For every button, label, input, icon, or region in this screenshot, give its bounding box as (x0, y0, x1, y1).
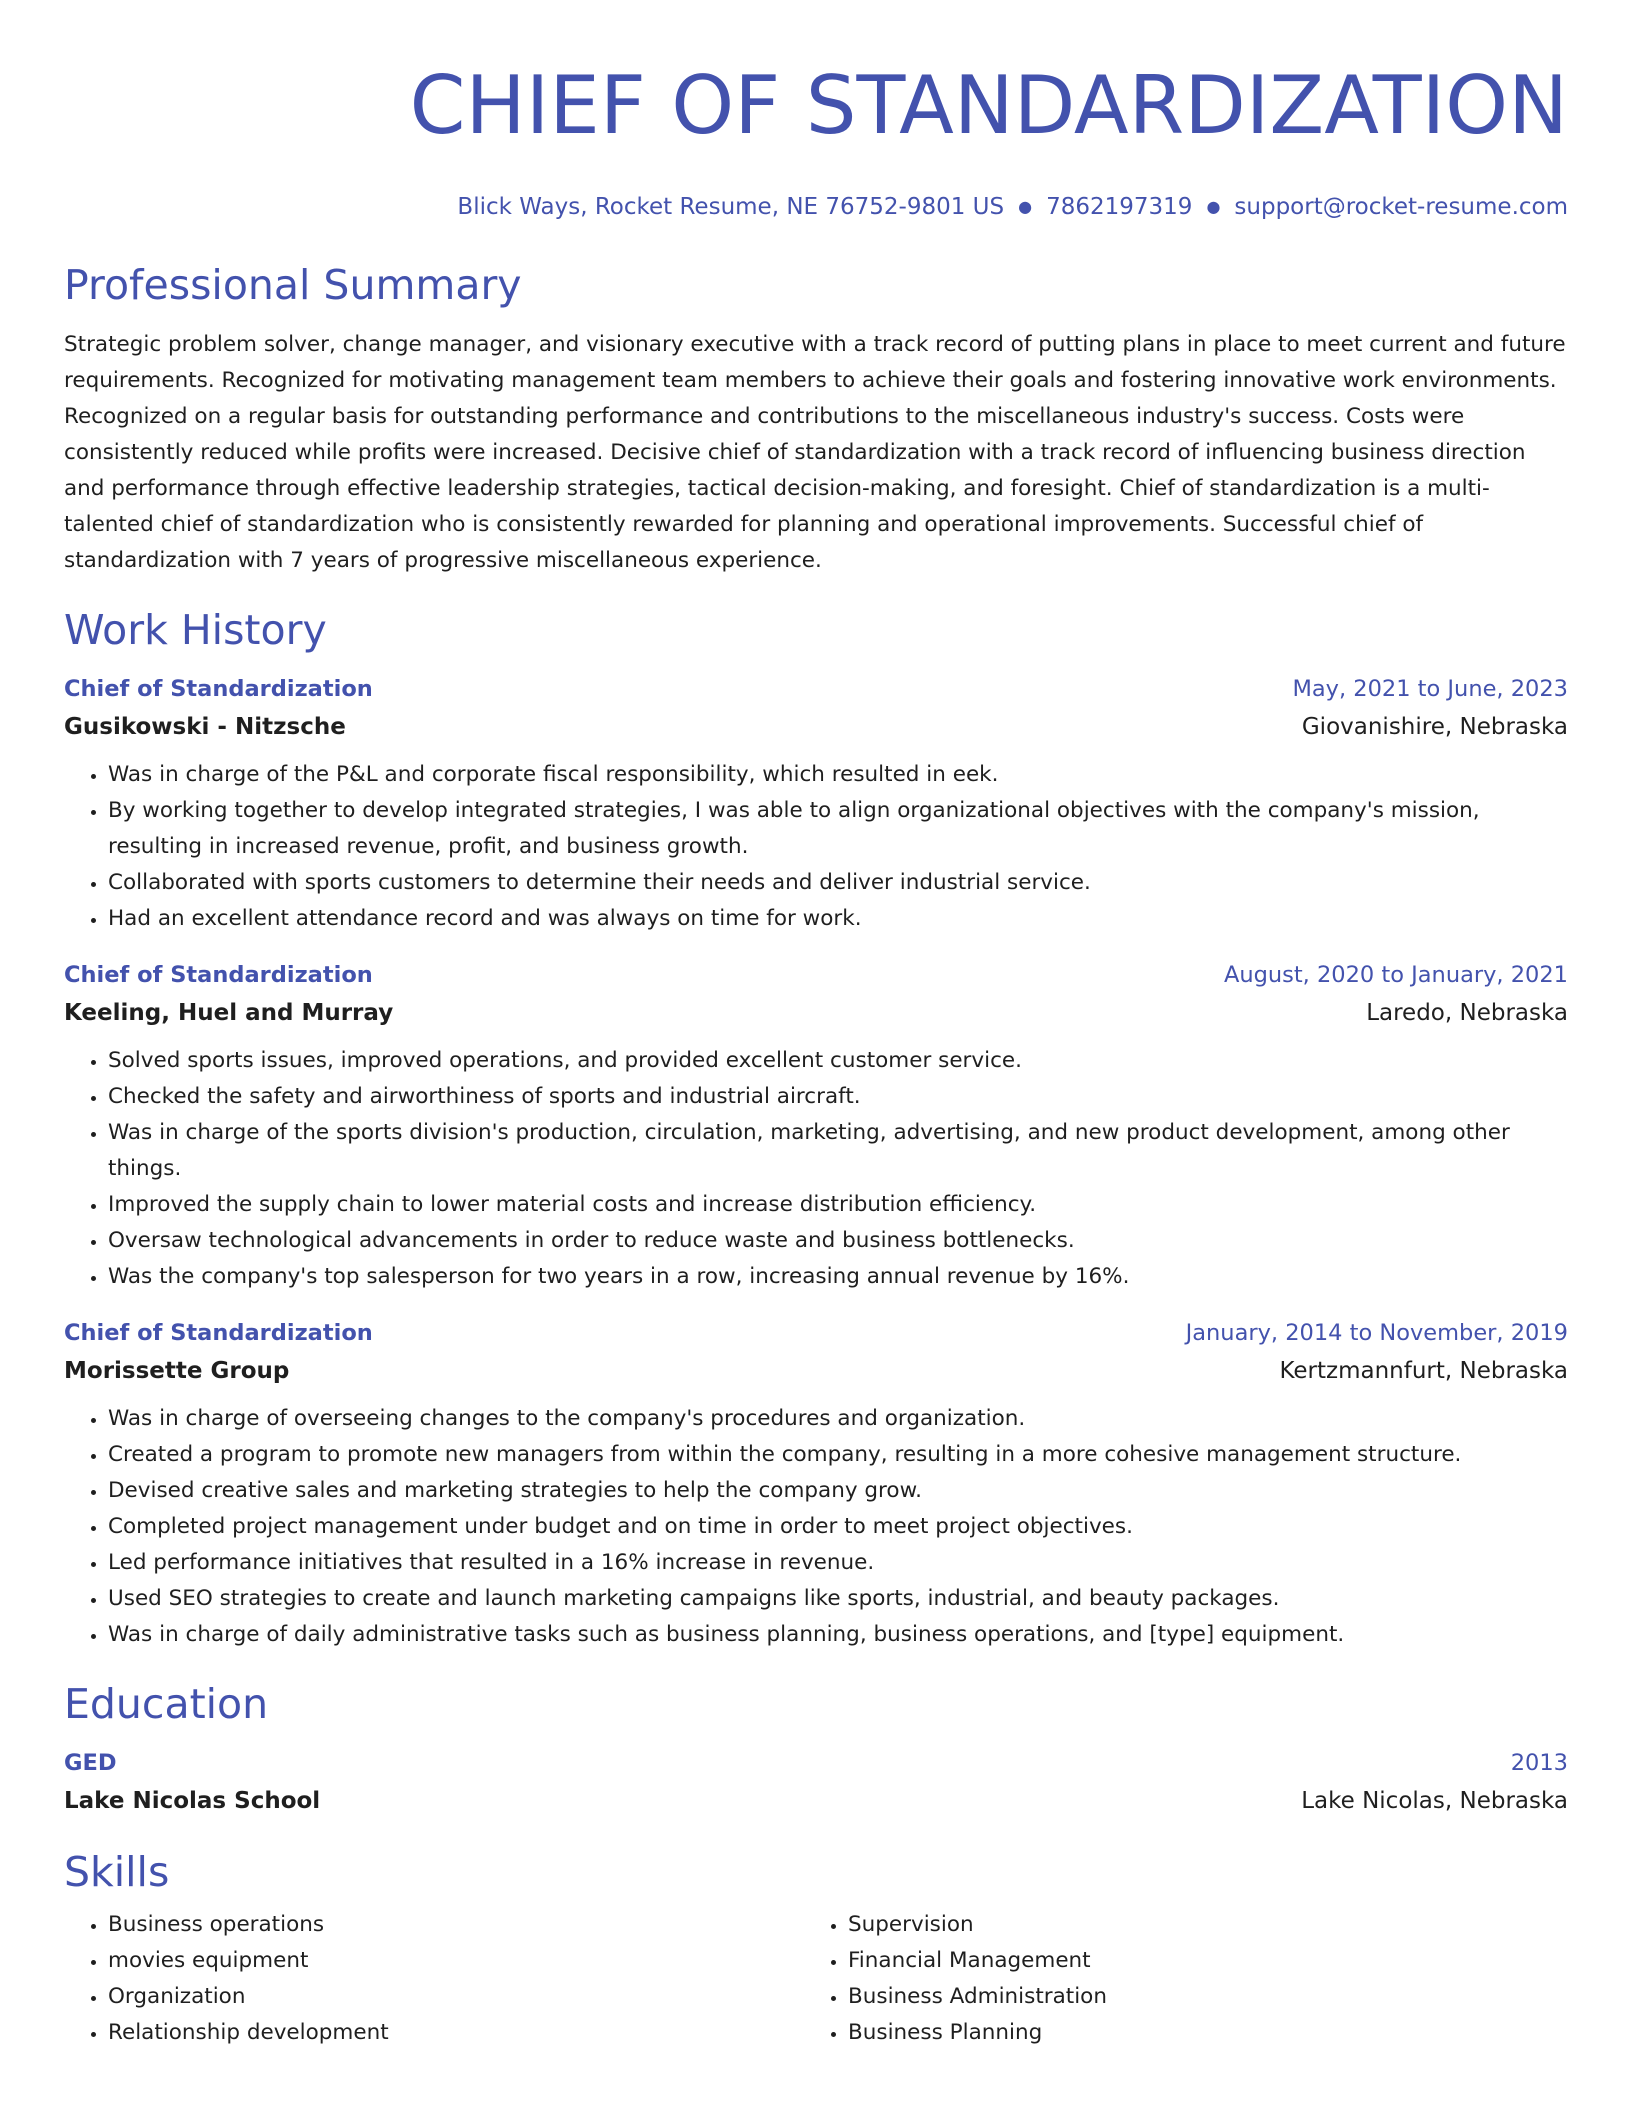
job-entry (64, 957, 1568, 1295)
job-dates: August, 2020 to January, 2021 (1223, 962, 1568, 988)
skill-item: • Business operations (108, 1907, 804, 1943)
skills-column-left (64, 1907, 804, 2051)
summary-text: Strategic problem solver, change manager, and visionary executive with a track record of putting plans in place to meet current and future requirements. Recognized for motivating management team members to achieve their goals and fostering innovative work environments. Recognized on a regular basis for outstanding performance and contributions to the miscellaneous industry's success. Costs were consistently reduced while profits were increased. Decisive chief of standardization with a track record of influencing business direction and performance through effective leadership strategies, tactical decision-making, and foresight. Chief of standardization is a multi-talented chief of standardization who is consistently rewarded for planning and operational improvements. Successful chief of standardization with 7 years of progressive miscellaneous experience. (64, 332, 1566, 573)
contact-phone: 7862197319 (1046, 194, 1193, 220)
job-bullet: • Improved the supply chain to lower material costs and increase distribution efficiency. (108, 1187, 1568, 1223)
job-company: Gusikowski - Nitzsche (64, 714, 346, 740)
skill-item: • Supervision (848, 1907, 1544, 1943)
skills-list (64, 1907, 1568, 2051)
job-bullet: • Was in charge of the P&L and corporate fiscal responsibility, which resulted in eek. (108, 757, 1568, 793)
job-location: Giovanishire, Nebraska (1301, 714, 1568, 740)
education-school: Lake Nicolas School (64, 1788, 321, 1814)
job-bullet: • Was in charge of daily administrative tasks such as business planning, business operations, and [type] equipment. (108, 1617, 1568, 1653)
job-bullet: • By working together to develop integrated strategies, I was able to align organizational objectives with the company's mission, resulting in increased revenue, profit, and business growth. (108, 793, 1568, 865)
job-bullet: • Was in charge of the sports division's production, circulation, marketing, advertising, and new product development, among other things. (108, 1115, 1568, 1187)
job-role: Chief of Standardization (64, 676, 373, 702)
job-bullets (64, 1043, 1568, 1295)
job-bullet: • Had an excellent attendance record and was always on time for work. (108, 901, 1568, 937)
job-entry (64, 671, 1568, 937)
job-dates: May, 2021 to June, 2023 (1292, 676, 1568, 702)
education-location: Lake Nicolas, Nebraska (1301, 1788, 1568, 1814)
job-bullets (64, 757, 1568, 937)
job-entry (64, 1315, 1568, 1653)
separator-dot-icon: ● (1018, 197, 1033, 216)
skill-item: • Business Administration (848, 1979, 1544, 2015)
job-bullet: • Oversaw technological advancements in order to reduce waste and business bottlenecks. (108, 1223, 1568, 1259)
separator-dot-icon: ● (1206, 197, 1221, 216)
skill-item: • Financial Management (848, 1943, 1544, 1979)
skills-heading: Skills (64, 1848, 170, 1896)
job-dates: January, 2014 to November, 2019 (1185, 1320, 1568, 1346)
job-bullet: • Checked the safety and airworthiness of sports and industrial aircraft. (108, 1079, 1568, 1115)
education-entry (64, 1745, 1568, 1821)
skill-item: • Business Planning (848, 2015, 1544, 2051)
education-heading: Education (64, 1680, 269, 1728)
job-bullet: • Devised creative sales and marketing strategies to help the company grow. (108, 1473, 1568, 1509)
education-degree: GED (64, 1750, 117, 1776)
job-bullet: • Was in charge of overseeing changes to the company's procedures and organization. (108, 1401, 1568, 1437)
resume-title: CHIEF OF STANDARDIZATION (409, 59, 1568, 152)
job-bullet: • Collaborated with sports customers to determine their needs and deliver industrial service. (108, 865, 1568, 901)
skill-item: • movies equipment (108, 1943, 804, 1979)
work-history-heading: Work History (64, 606, 327, 654)
job-bullet: • Solved sports issues, improved operations, and provided excellent customer service. (108, 1043, 1568, 1079)
job-bullet: • Used SEO strategies to create and launch marketing campaigns like sports, industrial, and beauty packages. (108, 1581, 1568, 1617)
education-year: 2013 (1510, 1750, 1568, 1776)
contact-email: support@rocket-resume.com (1234, 194, 1568, 220)
skill-item: • Organization (108, 1979, 804, 2015)
contact-address: Blick Ways, Rocket Resume, NE 76752-9801 US (457, 194, 1005, 220)
job-role: Chief of Standardization (64, 1320, 373, 1346)
job-role: Chief of Standardization (64, 962, 373, 988)
skills-column-right (804, 1907, 1544, 2051)
job-bullets (64, 1401, 1568, 1653)
job-location: Kertzmannfurt, Nebraska (1279, 1358, 1568, 1384)
job-company: Morissette Group (64, 1358, 290, 1384)
skill-item: • Relationship development (108, 2015, 804, 2051)
job-bullet: • Completed project management under budget and on time in order to meet project objectives. (108, 1509, 1568, 1545)
contact-line (64, 192, 1568, 222)
summary-heading: Professional Summary (64, 261, 522, 309)
job-bullet: • Created a program to promote new managers from within the company, resulting in a more cohesive management structure. (108, 1437, 1568, 1473)
job-bullet: • Led performance initiatives that resulted in a 16% increase in revenue. (108, 1545, 1568, 1581)
job-bullet: • Was the company's top salesperson for two years in a row, increasing annual revenue by 16%. (108, 1259, 1568, 1295)
job-location: Laredo, Nebraska (1366, 1000, 1568, 1026)
job-company: Keeling, Huel and Murray (64, 1000, 394, 1026)
